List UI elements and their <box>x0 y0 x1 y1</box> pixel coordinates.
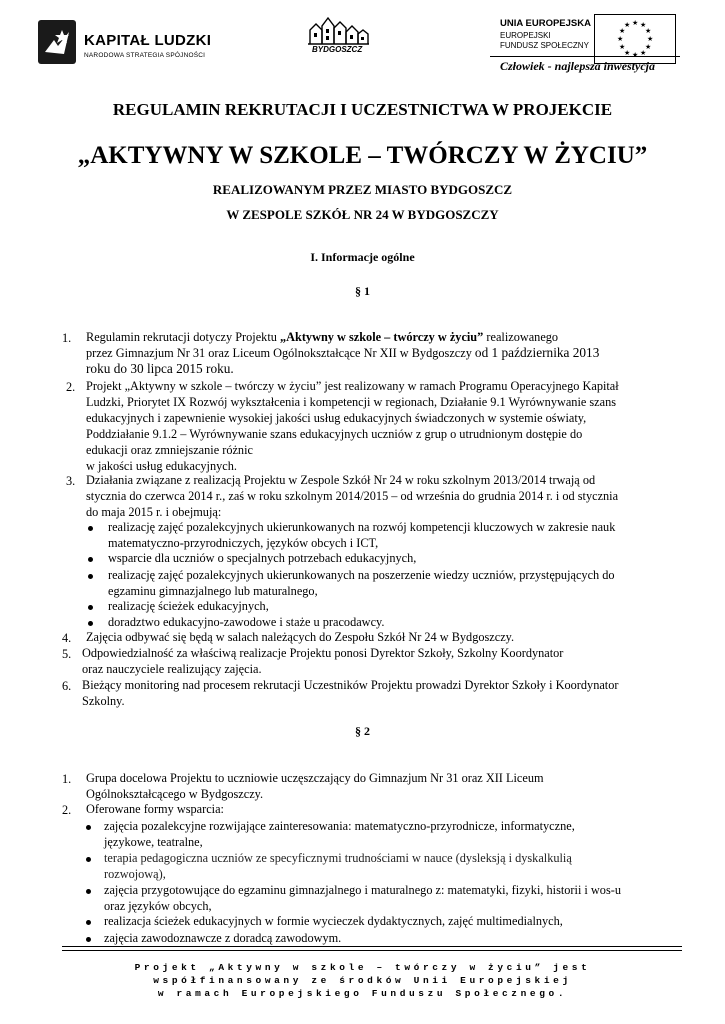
bullet-text: realizację zajęć pozalekcyjnych ukierunkowanych na rozwój kompetencji kluczowych w zakresie nauk <box>108 520 616 534</box>
eu-logo-block <box>490 14 690 74</box>
list-item-text: Ludzki, Priorytet IX Rozwój wykształcenia i kompetencji w regionach, Działanie 9.1 Wyrównywanie szans <box>86 395 617 409</box>
school-line: W ZESPOLE SZKÓŁ NR 24 W BYDGOSZCZY <box>226 207 499 222</box>
kapital-ludzki-title: KAPITAŁ LUDZKI <box>84 32 212 49</box>
bullet-text: zajęcia przygotowujące do egzaminu gimnazjalnego i maturalnego z: matematyki, fizyki, historii i wos-u <box>104 883 621 897</box>
bullet-icon <box>88 605 93 610</box>
bullet-text: realizację zajęć pozalekcyjnych ukierunkowanych na poszerzenie wiedzy uczniów, przystępujących do <box>108 568 615 582</box>
paragraph-mark: § 1 <box>355 284 370 298</box>
item-number: 4. <box>62 631 72 645</box>
svg-text:★: ★ <box>619 43 626 51</box>
item-number: 5. <box>62 647 72 661</box>
item-number: 1. <box>62 772 72 786</box>
item-number: 2. <box>66 380 76 394</box>
bydgoszcz-logo <box>306 14 376 64</box>
list-item-text: przez Gimnazjum Nr 31 oraz Liceum Ogólnokształcące Nr XII w Bydgoszczy od 1 października 2013 <box>86 345 600 360</box>
bullet-text: rozwojową), <box>104 867 166 881</box>
city-name: BYDGOSZCZ <box>312 45 363 54</box>
list-item-text: Bieżący monitoring nad procesem rekrutacji Uczestników Projektu prowadzi Dyrektor Szkoły i Koordynator <box>82 678 619 692</box>
svg-text:★: ★ <box>645 43 652 51</box>
list-item-text: Szkolny. <box>82 694 125 708</box>
bullet-icon <box>86 937 91 942</box>
svg-text:★: ★ <box>632 51 639 59</box>
svg-text:★: ★ <box>632 19 639 27</box>
kapital-ludzki-subtitle: NARODOWA STRATEGIA SPÓJNOŚCI <box>84 52 206 59</box>
list-item-text: do maja 2015 r. i obejmują: <box>86 505 222 519</box>
footer-divider <box>62 950 682 951</box>
eu-fund-label-1: EUROPEJSKI <box>500 31 551 40</box>
list-item-text: Oferowane formy wsparcia: <box>86 802 224 816</box>
kapital-ludzki-logo <box>38 20 238 70</box>
list-item-text: Projekt „Aktywny w szkole – twórczy w życiu” jest realizowany w ramach Programu Operacyjnego Kapitał <box>86 379 619 393</box>
item-number: 2. <box>62 803 72 817</box>
svg-text:★: ★ <box>624 21 631 29</box>
list-item-text: Ogólnokształcącego w Bydgoszczy. <box>86 787 264 801</box>
bullet-icon <box>88 526 93 531</box>
bullet-icon <box>88 557 93 562</box>
list-item-text: stycznia do czerwca 2014 r., zaś w roku szkolnym 2014/2015 – od września do grudnia 2014 r. i od stycznia <box>86 489 619 503</box>
bullet-text: egzaminu gimnazjalnego lub maturalnego, <box>108 584 318 598</box>
project-name: „AKTYWNY W SZKOLE – TWÓRCZY W ŻYCIU” <box>77 142 648 169</box>
svg-text:★: ★ <box>647 35 654 43</box>
eu-union-label: UNIA EUROPEJSKA <box>500 18 591 29</box>
city-skyline-icon <box>306 14 370 46</box>
section-heading: I. Informacje ogólne <box>310 250 415 264</box>
bullet-icon <box>86 920 91 925</box>
implementer-line: REALIZOWANYM PRZEZ MIASTO BYDGOSZCZ <box>212 182 513 197</box>
list-item-text: oraz nauczyciele realizujący zajęcia. <box>82 662 262 676</box>
svg-text:★: ★ <box>640 21 647 29</box>
bullet-text: wsparcie dla uczniów o specjalnych potrzebach edukacyjnych, <box>108 551 417 565</box>
kapital-ludzki-emblem-icon <box>38 20 76 64</box>
list-item-text: Zajęcia odbywać się będą w salach należących do Zespołu Szkół Nr 24 w Bydgoszczy. <box>86 630 515 644</box>
bullet-text: zajęcia pozalekcyjne rozwijające zainteresowania: matematyczno-przyrodnicze, informatyczne, <box>104 819 575 833</box>
list-item-text: Grupa docelowa Projektu to uczniowie uczęszczający do Gimnazjum Nr 31 oraz XII Liceum <box>86 771 544 785</box>
bullet-text: językowe, teatralne, <box>104 835 203 849</box>
bullet-text: zajęcia zawodoznawcze z doradcą zawodowym. <box>104 931 342 945</box>
svg-text:★: ★ <box>624 49 631 57</box>
bullet-icon <box>88 621 93 626</box>
paragraph-mark: § 2 <box>355 724 370 738</box>
list-item-text: Regulamin rekrutacji dotyczy Projektu „Aktywny w szkole – twórczy w życiu” realizowanego <box>86 330 559 344</box>
bullet-text: realizacja ścieżek edukacyjnych w formie wycieczek dydaktycznych, zajęć multimedialnych, <box>104 914 563 928</box>
bullet-icon <box>88 574 93 579</box>
list-item-text: edukacji oraz zmniejszanie różnic <box>86 443 253 457</box>
footer-line: Projekt „Aktywny w szkole – twórczy w życiu” jest <box>134 962 591 973</box>
list-item-text: w jakości usług edukacyjnych. <box>86 459 237 473</box>
bullet-text: oraz języków obcych, <box>104 899 212 913</box>
bullet-text: doradztwo edukacyjno-zawodowe i staże u pracodawcy. <box>108 615 385 629</box>
document-title: REGULAMIN REKRUTACJI I UCZESTNICTWA W PROJEKCIE <box>112 100 613 119</box>
eu-tagline: Człowiek - najlepsza inwestycja <box>500 59 656 73</box>
bullet-icon <box>86 857 91 862</box>
list-item-text: Działania związane z realizacją Projektu w Zespole Szkół Nr 24 w roku szkolnym 2013/2014 trwają od <box>86 473 596 487</box>
svg-text:★: ★ <box>645 27 652 35</box>
list-item-text: Poddziałanie 9.1.2 – Wyrównywanie szans edukacyjnych uczniów z grup o utrudnionym dostępie do <box>86 427 583 441</box>
svg-text:★: ★ <box>619 27 626 35</box>
list-item-text: Odpowiedzialność za właściwą realizacje Projektu ponosi Dyrektor Szkoły, Szkolny Koordynator <box>82 646 564 660</box>
eu-divider <box>490 56 680 57</box>
svg-text:★: ★ <box>617 35 624 43</box>
bullet-text: realizację ścieżek edukacyjnych, <box>108 599 269 613</box>
bullet-icon <box>86 889 91 894</box>
page-header <box>0 0 725 80</box>
svg-text:★: ★ <box>640 49 647 57</box>
item-number: 3. <box>66 474 76 488</box>
footer-line: współfinansowany ze środków Unii Europejskiej <box>153 975 572 986</box>
bullet-icon <box>86 825 91 830</box>
bullet-text: matematyczno-przyrodniczych, języków obcych i ICT, <box>108 536 379 550</box>
list-item-text: edukacyjnych i zapewnienie wysokiej jakości usług edukacyjnych świadczonych w systemie oświaty, <box>86 411 587 425</box>
footer-divider <box>62 946 682 947</box>
eu-fund-label-2: FUNDUSZ SPOŁECZNY <box>500 41 589 50</box>
list-item-text: roku do 30 lipca 2015 roku. <box>86 361 234 376</box>
bullet-text: terapia pedagogiczna uczniów ze specyficznymi trudnościami w nauce (dysleksją i dyskalkulią <box>104 851 572 865</box>
footer-line: w ramach Europejskiego Funduszu Społecznego. <box>157 988 568 999</box>
item-number: 1. <box>62 331 72 345</box>
item-number: 6. <box>62 679 72 693</box>
